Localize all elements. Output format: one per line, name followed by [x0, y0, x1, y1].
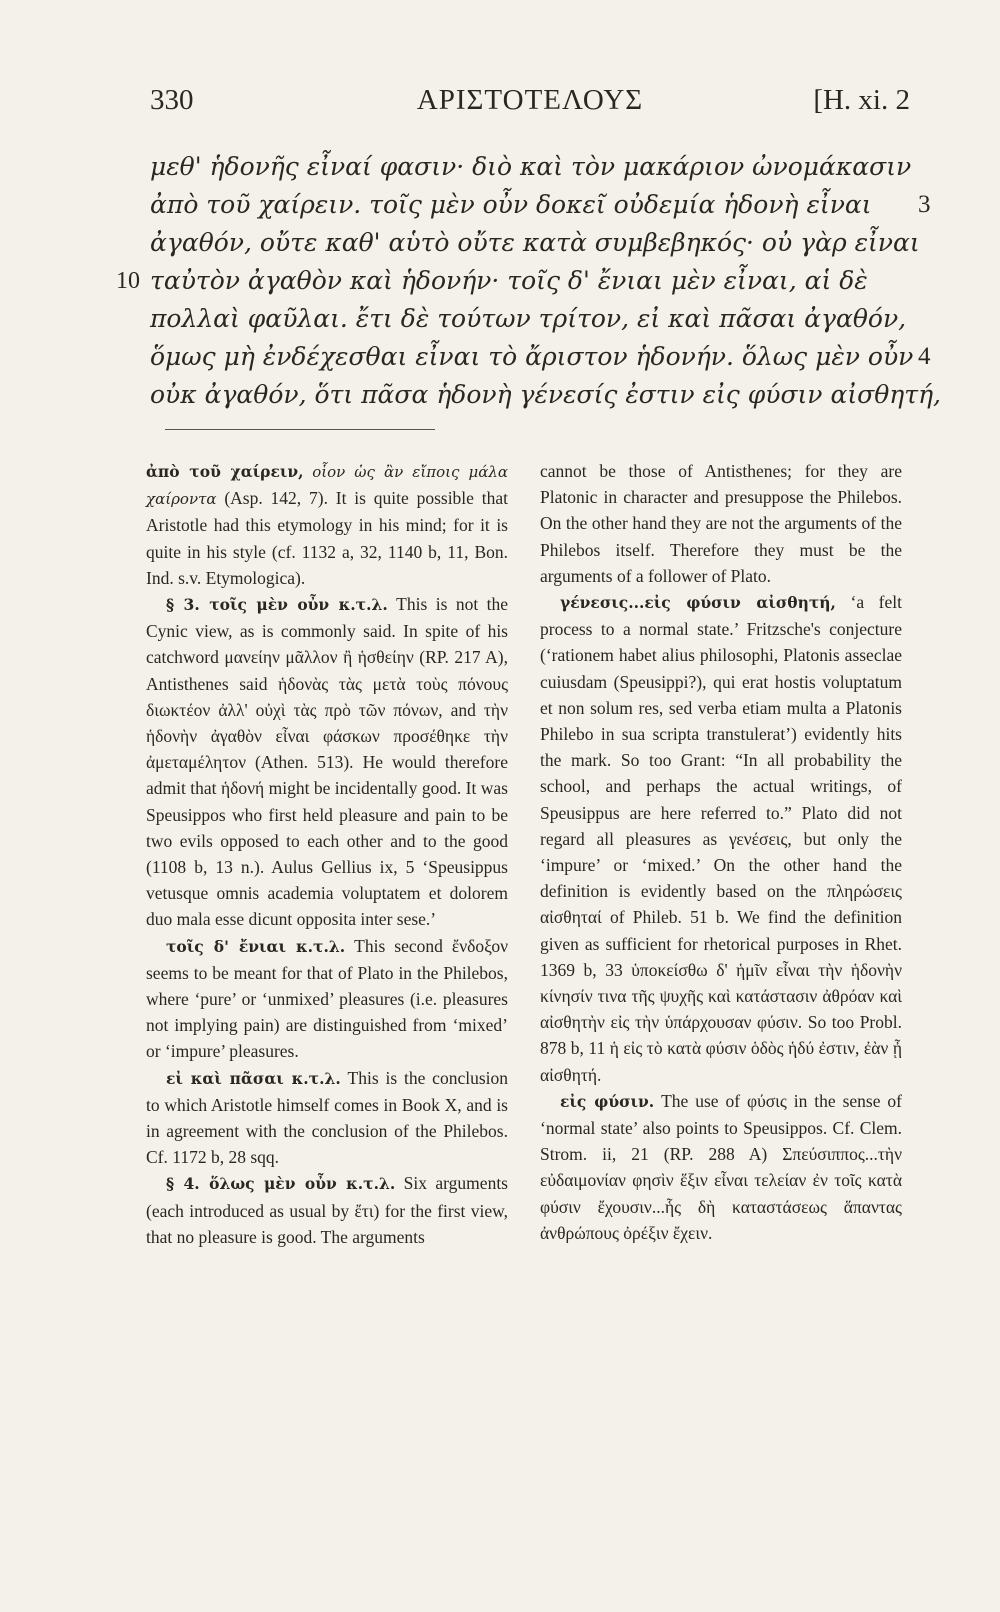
- note-paragraph: [540, 458, 902, 589]
- note-paragraph: [540, 1088, 902, 1246]
- section-reference: [H. xi. 2: [813, 84, 910, 116]
- note-text: This second ἔνδοξον seems to be meant for that of Plato in the Philebos, where ‘pure’ or ‘unmixed’ pleasures (i.e. pleasures not implying pain) are distinguished from ‘mixed’ or ‘impure’ pleasures.: [146, 935, 508, 1062]
- line-text: ταὐτὸν ἀγαθὸν καὶ ἡδονήν· τοῖς δ' ἔνιαι μὲν εἶναι, αἱ δὲ: [150, 266, 868, 295]
- text-line: [150, 376, 941, 414]
- line-text: ἀγαθόν, οὔτε καθ' αὑτὸ οὔτε κατὰ συμβεβηκός· οὐ γὰρ εἶναι: [150, 228, 920, 257]
- line-text: πολλαὶ φαῦλαι. ἔτι δὲ τούτων τρίτον, εἰ καὶ πᾶσαι ἀγαθόν,: [150, 304, 907, 333]
- separator-rule: [165, 429, 435, 430]
- note-paragraph: [146, 933, 508, 1065]
- note-text: cannot be those of Antisthenes; for they are Platonic in character and presuppose the Philebos. On the other hand they are not the arguments of the Philebos itself. Therefore they must be the arguments of a follower of Plato.: [540, 461, 902, 586]
- note-text: Six arguments (each introduced as usual by ἔτι) for the first view, that no pleasure is good. The arguments: [146, 1173, 508, 1247]
- notes-left-column: [146, 458, 508, 1250]
- note-paragraph: [146, 458, 508, 591]
- note-text: The use of φύσις in the sense of ‘normal state’ also points to Speusippos. Cf. Clem. Strom. ii, 21 (RP. 288 A) Σπεύσιππος...τὴν εὐδαιμονίαν φησὶν ἕξιν εἶναι τελείαν ἐν τοῖς κατὰ φύσιν ἔχουσιν...ἧς δὴ καταστάσεως ἅπαντας ἀνθρώπους ὀρέξιν ἔχειν.: [540, 1090, 902, 1243]
- note-lemma: ἀπὸ τοῦ χαίρειν,: [146, 462, 304, 481]
- line-text: οὐκ ἀγαθόν, ὅτι πᾶσα ἡδονὴ γένεσίς ἐστιν εἰς φύσιν αἰσθητή,: [150, 380, 941, 409]
- line-text: ἀπὸ τοῦ χαίρειν. τοῖς μὲν οὖν δοκεῖ οὐδεμία ἡδονὴ εἶναι: [150, 190, 872, 219]
- note-paragraph: [146, 1065, 508, 1171]
- note-paragraph: [146, 1170, 508, 1250]
- note-paragraph: [146, 591, 508, 933]
- note-text: ‘a felt process to a normal state.’ Fritzsche's conjecture (‘rationem habet alius philosophi, Platonis asseclae cuiusdam (Speusippi?), qui erat hostis voluptatum et non solum res, sed verba etiam multa a Platonis Philebo in sua scripta transtulerat’) evidently hits the mark. So too Grant: “In all probability the school, and perhaps the actual writings, of Speusippus are here referred to.” Plato did not regard all pleasures as γενέσεις, but only the ‘impure’ or ‘mixed.’ On the other hand the definition is evidently based on the πληρώσεις αἰσθηταί of Phileb. 51 b. We find the definition given as sufficient for rhetorical purposes in Rhet. 1369 b, 33 ὑποκείσθω δ' ἡμῖν εἶναι τὴν ἡδονὴν κίνησίν τινα τῆς ψυχῆς καὶ κατάστασιν ἀθρόαν καὶ αἰσθητὴν εἰς τὴν ὑπάρχουσαν φύσιν. So too Probl. 878 b, 11 ἡ εἰς τὸ κατὰ φύσιν ὁδὸς ἡδύ ἐστιν, ἐὰν ᾖ αἰσθητή.: [540, 592, 902, 1085]
- note-text: This is not the Cynic view, as is commonly said. In spite of his catchword μανείην μᾶλλον ἢ ἡσθείην (RP. 217 A), Antisthenes said ἡδονὰς τὰς μετὰ τοὺς πόνους διωκτέον ἀλλ' οὐχὶ τὰς πρὸ τῶν πόνων, and τὴν ἡδονὴν ἀγαθὸν εἶναι φάσκων προσέθηκε τὴν ἀμεταμέλητον (Athen. 513). He would therefore admit that ἡδονή might be incidentally good. It was Speusippos who first held pleasure and pain to be two evils opposed to each other and to the good (1108 b, 13 n.). Aulus Gellius ix, 5 ‘Speusippus vetusque omnis academia voluptatem et dolorem duo mala esse dicunt opposita inter sese.’: [146, 594, 508, 930]
- note-lemma: § 4. ὅλως μὲν οὖν κ.τ.λ.: [166, 1174, 396, 1194]
- note-text: This is the conclusion to which Aristotle himself comes in Book X, and is in agreement with the conclusion of the Philebos. Cf. 1172 b, 28 sqq.: [146, 1067, 509, 1168]
- main-greek-text: [116, 148, 941, 414]
- note-lemma: εἰ καὶ πᾶσαι κ.τ.λ.: [166, 1068, 341, 1088]
- line-text: ὅμως μὴ ἐνδέχεσθαι εἶναι τὸ ἄριστον ἡδονήν. ὅλως μὲν οὖν: [150, 342, 914, 371]
- text-line: [150, 148, 920, 186]
- note-lemma: § 3. τοῖς μὲν οὖν κ.τ.λ.: [166, 595, 388, 615]
- page-number: 330: [150, 84, 194, 116]
- section-number: 3: [918, 191, 931, 218]
- text-line: [150, 338, 931, 376]
- section-number: 4: [918, 343, 931, 370]
- note-text: (Asp. 142, 7). It is quite possible that Aristotle had this etymology in his mind; for it is quite in his style (cf. 1132 a, 32, 1140 b, 11, Bon. Ind. s.v. Etymologica).: [146, 488, 508, 588]
- text-line: [150, 186, 931, 224]
- line-text: μεθ' ἡδονῆς εἶναί φασιν· διὸ καὶ τὸν μακάριον ὠνομάκασιν: [150, 152, 912, 181]
- page-header: [150, 84, 910, 128]
- note-lemma: γένεσις...εἰς φύσιν αἰσθητή,: [560, 593, 836, 613]
- line-number: 10: [116, 268, 140, 294]
- text-line: [150, 300, 920, 338]
- running-title: ΑΡΙΣΤΟΤΕΛΟΥΣ: [416, 84, 644, 116]
- text-line: [150, 224, 920, 262]
- notes-right-column: [540, 458, 902, 1246]
- note-greek: οἷον ὡς ἂν εἴποις μάλα χαίροντα: [146, 463, 508, 509]
- note-lemma: εἰς φύσιν.: [560, 1091, 655, 1111]
- text-line: [116, 262, 920, 300]
- note-lemma: τοῖς δ' ἔνιαι κ.τ.λ.: [166, 936, 346, 956]
- note-paragraph: [540, 589, 902, 1088]
